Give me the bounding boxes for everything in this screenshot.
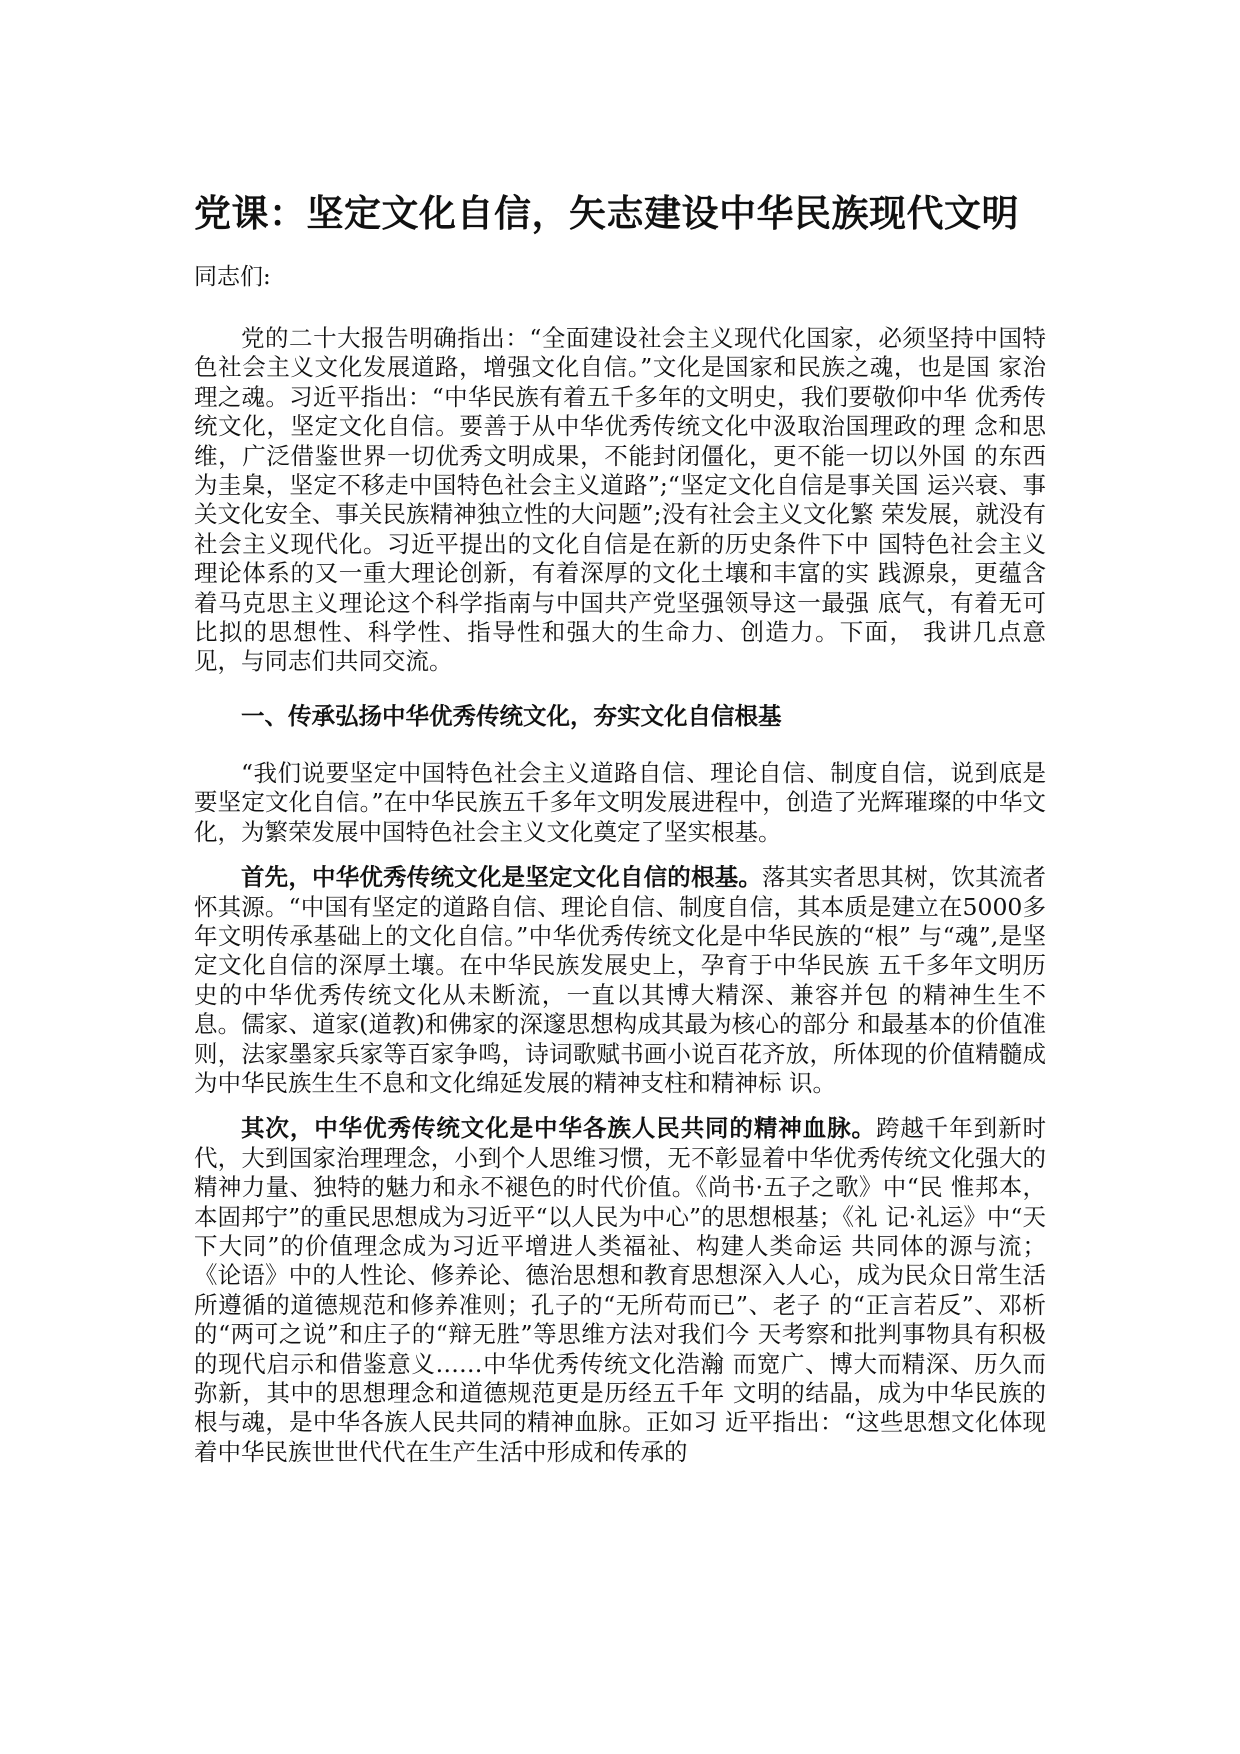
section-paragraph: “我们说要坚定中国特色社会主义道路自信、理论自信、制度自信，说到底是要坚定文化自信。”在中华民族五千多年文明发展进程中，创造了光辉璀璨的中华文化，为繁荣发展中国特色社会主义文化奠定了坚实根基。 <box>194 758 1046 846</box>
point-second-paragraph <box>194 1114 1046 1467</box>
point-second-body: 跨越千年到新时代，大到国家治理理念，小到个人思维习惯，无不彰显着中华优秀传统文化强大的精神力量、独特的魅力和永不褪色的时代价值。《尚书·五子之歌》中“民 惟邦本，本固邦宁”的重民思想成为习近平“以人民为中心”的思想根基；《礼 记·礼运》中“天下大同”的价值理念成为习近平增进人类福祉、构建人类命运 共同体的源与流；《论语》中的人性论、修养论、德治思想和教育思想深入人心，成为民众日常生活所遵循的道德规范和修养准则；孔子的“无所苟而已”、老子 的“正言若反”、邓析的“两可之说”和庄子的“辩无胜”等思维方法对我们今 天考察和批判事物具有积极的现代启示和借鉴意义……中华优秀传统文化浩瀚 而宽广、博大而精深、历久而弥新，其中的思想理念和道德规范更是历经五千年 文明的结晶，成为中华民族的根与魂，是中华各族人民共同的精神血脉。正如习 近平指出：“这些思想文化体现着中华民族世世代代在生产生活中形成和传承的 <box>194 1114 1046 1466</box>
intro-paragraph: 党的二十大报告明确指出：“全面建设社会主义现代化国家，必须坚持中国特色社会主义文化发展道路，增强文化自信。”文化是国家和民族之魂，也是国 家治理之魂。习近平指出：“中华民族有着五千多年的文明史，我们要敬仰中华 优秀传统文化，坚定文化自信。要善于从中华优秀传统文化中汲取治国理政的理 念和思维，广泛借鉴世界一切优秀文明成果，不能封闭僵化，更不能一切以外国 的东西为圭臬，坚定不移走中国特色社会主义道路”;“坚定文化自信是事关国 运兴衰、事关文化安全、事关民族精神独立性的大问题”;没有社会主义文化繁 荣发展，就没有社会主义现代化。习近平提出的文化自信是在新的历史条件下中 国特色社会主义理论体系的又一重大理论创新，有着深厚的文化土壤和丰富的实 践源泉，更蕴含着马克思主义理论这个科学指南与中国共产党坚强领导这一最强 底气，有着无可比拟的思想性、科学性、指导性和强大的生命力、创造力。下面， 我讲几点意见，与同志们共同交流。 <box>194 324 1046 676</box>
point-first-lead: 首先，中华优秀传统文化是坚定文化自信的根基。 <box>241 863 762 892</box>
salutation: 同志们: <box>194 264 271 290</box>
point-second-lead: 其次，中华优秀传统文化是中华各族人民共同的精神血脉。 <box>241 1114 876 1143</box>
document-page <box>194 188 1046 1467</box>
point-first-body: 落其实者思其树，饮其流者怀其源。“中国有坚定的道路自信、理论自信、制度自信，其本质是建立在5000多年文明传承基础上的文化自信。”中华优秀传统文化是中华民族的“根” 与“魂”,是坚定文化自信的深厚土壤。在中华民族发展史上，孕育于中华民族 五千多年文明历史的中华优秀传统文化从未断流，一直以其博大精深、兼容并包 的精神生生不息。儒家、道家(道教)和佛家的深邃思想构成其最为核心的部分 和最基本的价值准则，法家墨家兵家等百家争鸣，诗词歌赋书画小说百花齐放，所体现的价值精髓成为中华民族生生不息和文化绵延发展的精神支柱和精神标 识。 <box>194 863 1046 1097</box>
document-title: 党课：坚定文化自信，矢志建设中华民族现代文明 <box>194 192 1019 235</box>
section-heading: 一、传承弘扬中华优秀传统文化，夯实文化自信根基 <box>241 701 782 730</box>
point-first-paragraph <box>194 863 1046 1098</box>
